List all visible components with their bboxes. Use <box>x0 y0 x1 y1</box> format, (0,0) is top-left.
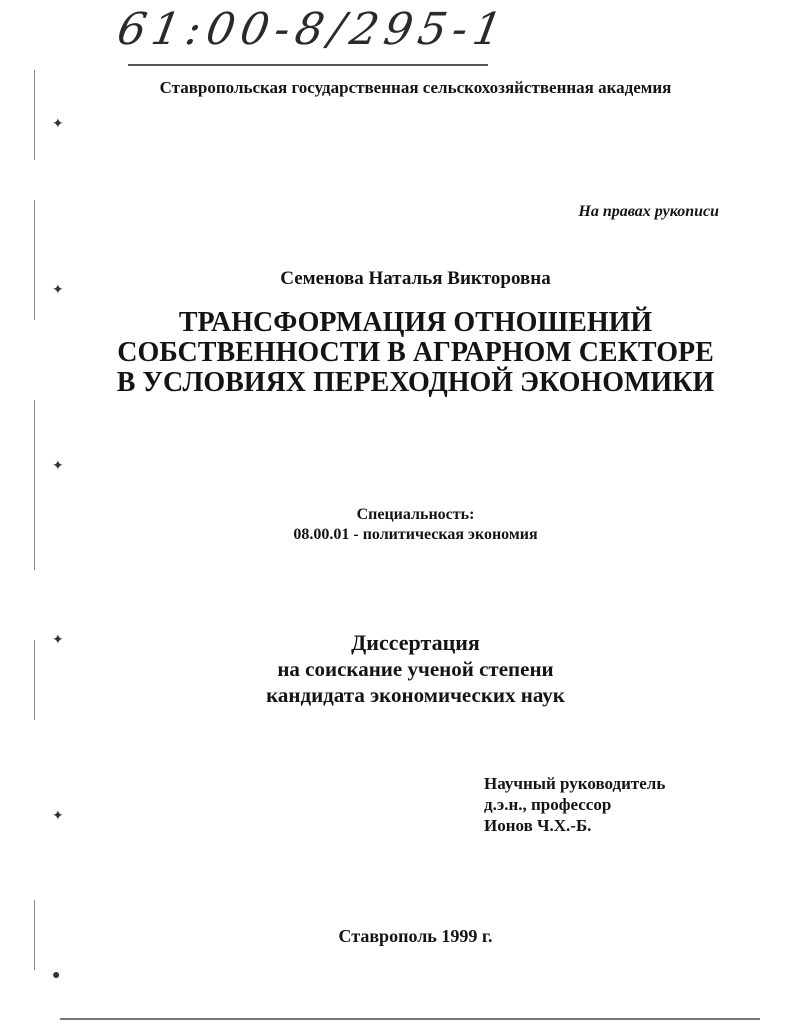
punch-hole-mark-icon: ✦ <box>52 459 64 474</box>
institution-name: Ставропольская государственная сельскохозяйственная академия <box>159 78 672 97</box>
supervisor-block <box>484 773 665 836</box>
title-line-2: СОБСТВЕННОСТИ В АГРАРНОМ СЕКТОРЕ <box>117 337 714 368</box>
punch-hole-mark-icon: ✦ <box>52 283 64 298</box>
punch-hole-mark-icon: ● <box>52 968 61 983</box>
title-line-3: В УСЛОВИЯХ ПЕРЕХОДНОЙ ЭКОНОМИКИ <box>116 367 715 398</box>
supervisor-role: Научный руководитель <box>484 774 666 793</box>
degree-line-2: на соискание ученой степени <box>277 657 554 681</box>
degree-heading: Диссертация <box>351 630 480 655</box>
specialty-label: Специальность: <box>356 506 475 523</box>
specialty-block <box>0 505 791 545</box>
city-year: Ставрополь 1999 г. <box>338 926 493 946</box>
scan-margin-line <box>34 400 35 570</box>
specialty-value: 08.00.01 - политическая экономия <box>293 526 538 543</box>
punch-hole-mark-icon: ✦ <box>52 633 64 648</box>
archive-number-handwritten: 61:00-8/295-1 <box>113 4 512 55</box>
author-name: Семенова Наталья Викторовна <box>280 268 551 289</box>
title-line-1: ТРАНСФОРМАЦИЯ ОТНОШЕНИЙ <box>178 307 653 338</box>
handwritten-underline <box>128 64 488 66</box>
scan-margin-line <box>34 200 35 320</box>
scan-margin-line <box>34 640 35 720</box>
punch-hole-mark-icon: ✦ <box>52 809 64 824</box>
rights-notice: На правах рукописи <box>578 203 719 220</box>
supervisor-degree: д.э.н., профессор <box>484 795 612 814</box>
scan-bottom-edge <box>60 1018 760 1020</box>
dissertation-title <box>0 308 791 398</box>
supervisor-name: Ионов Ч.Х.-Б. <box>484 816 592 835</box>
degree-block <box>0 630 791 708</box>
punch-hole-mark-icon: ✦ <box>52 117 64 132</box>
scan-margin-line <box>34 900 35 970</box>
scan-margin-line <box>34 70 35 160</box>
degree-line-3: кандидата экономических наук <box>266 683 565 707</box>
